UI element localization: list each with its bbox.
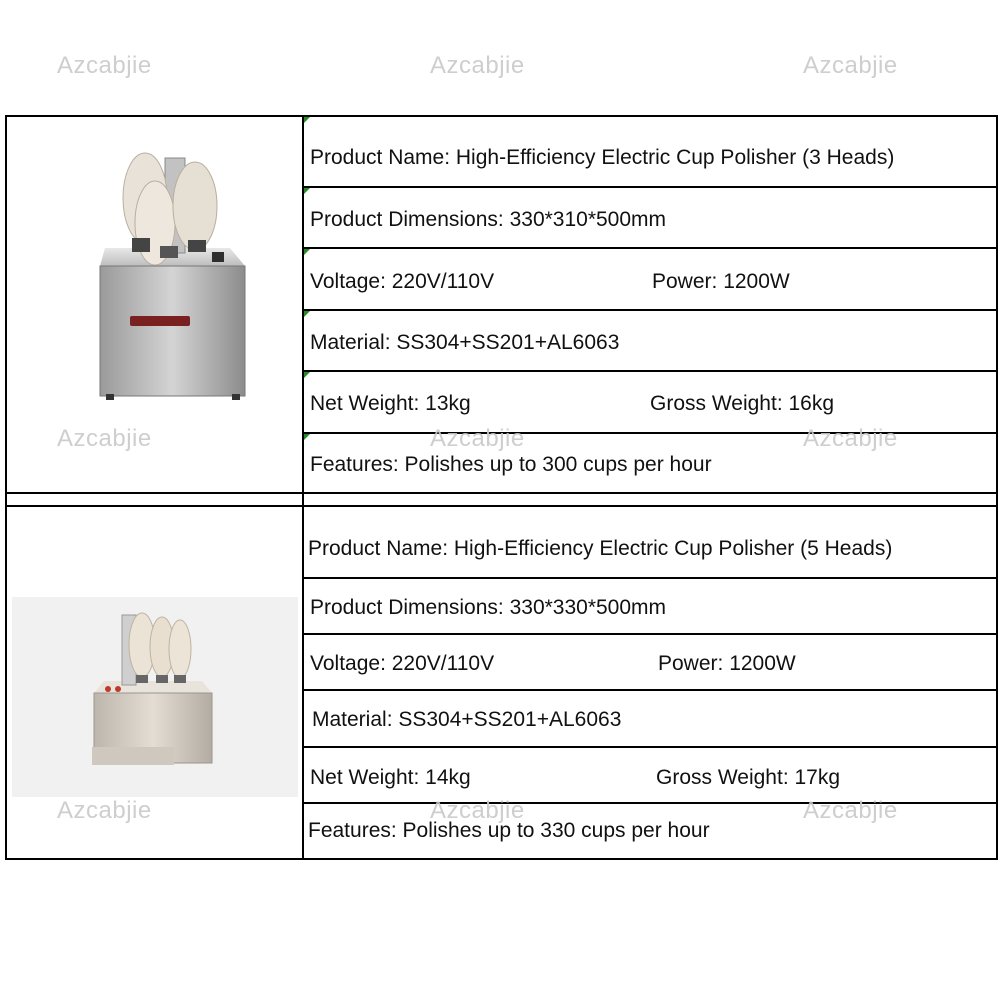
row-divider — [304, 309, 998, 311]
row-divider — [304, 689, 998, 691]
row-divider — [304, 370, 998, 372]
watermark: Azcabjie — [430, 425, 525, 452]
product-2-net-weight: Net Weight: 14kg — [310, 765, 471, 789]
product-image-5-heads — [12, 597, 298, 797]
column-divider — [302, 115, 304, 860]
product-image-3-heads — [60, 128, 280, 418]
watermark: Azcabjie — [57, 52, 152, 79]
product-1-power: Power: 1200W — [652, 269, 790, 293]
watermark: Azcabjie — [803, 797, 898, 824]
product-2-voltage: Voltage: 220V/110V — [310, 651, 495, 675]
product-2-power: Power: 1200W — [658, 651, 796, 675]
product-2-features: Features: Polishes up to 330 cups per hour — [308, 818, 710, 842]
row-divider — [304, 633, 998, 635]
row-divider — [304, 186, 998, 188]
product-1-dimensions: Product Dimensions: 330*310*500mm — [310, 207, 667, 231]
product-1-material: Material: SS304+SS201+AL6063 — [310, 330, 620, 354]
table-border-bottom — [5, 858, 998, 860]
watermark: Azcabjie — [57, 425, 152, 452]
product-1-features: Features: Polishes up to 300 cups per hour — [310, 452, 712, 476]
watermark: Azcabjie — [430, 797, 525, 824]
row-divider — [304, 577, 998, 579]
cup-polisher-3-heads-icon — [60, 128, 280, 418]
watermark: Azcabjie — [57, 797, 152, 824]
product-2-gross-weight: Gross Weight: 17kg — [656, 765, 841, 789]
product-1-gross-weight: Gross Weight: 16kg — [650, 391, 835, 415]
row-divider — [304, 746, 998, 748]
product-divider — [5, 492, 998, 494]
product-2-material: Material: SS304+SS201+AL6063 — [312, 707, 622, 731]
cup-polisher-5-heads-icon — [12, 597, 298, 797]
watermark: Azcabjie — [803, 52, 898, 79]
table-border-left — [5, 115, 7, 860]
product-1-net-weight: Net Weight: 13kg — [310, 391, 471, 415]
product-1-voltage: Voltage: 220V/110V — [310, 269, 495, 293]
watermark: Azcabjie — [430, 52, 525, 79]
row-divider — [304, 247, 998, 249]
watermark: Azcabjie — [803, 425, 898, 452]
product-divider — [5, 505, 998, 507]
product-2-name: Product Name: High-Efficiency Electric Cup Polisher (5 Heads) — [308, 536, 893, 560]
product-1-name: Product Name: High-Efficiency Electric Cup Polisher (3 Heads) — [310, 145, 895, 169]
product-2-dimensions: Product Dimensions: 330*330*500mm — [310, 595, 667, 619]
table-border-top — [5, 115, 998, 117]
